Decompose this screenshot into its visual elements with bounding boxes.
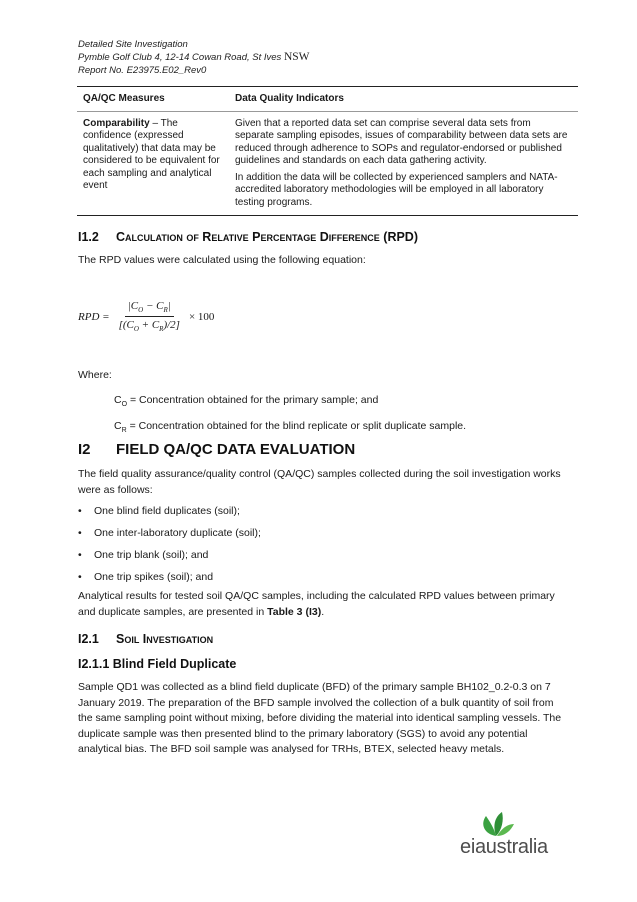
header-report-number: Report No. E23975.E02_Rev0 [78, 65, 207, 76]
header-report-type: Detailed Site Investigation [78, 39, 188, 50]
logo-wordmark: eiaustralia [460, 836, 548, 858]
section-heading-i2: I2 FIELD QA/QC DATA EVALUATION [78, 441, 356, 458]
header-site: Pymble Golf Club 4, 12-14 Cowan Road, St Ives NSW [78, 51, 310, 63]
table-header-measures: QA/QC Measures [77, 87, 229, 112]
where-label: Where: [78, 369, 112, 381]
table-reference: Table 3 (I3) [267, 605, 322, 618]
equation-denominator: $[(C_O + C_R)/2]$ [118, 319, 180, 334]
list-item: • One trip spikes (soil); and [78, 571, 214, 583]
equation-multiplier: × 100 [188, 310, 215, 323]
definition-cr: $C_R$ = Concentration obtained for the blind replicate or split duplicate sample. [114, 420, 467, 435]
equation-fraction [116, 300, 183, 333]
table-cell-indicator: Given that a reported data set can comprise several data sets from separate sampling episodes, issues of comparability between data sets are reduced through adherence to SOPs and regulator-endorsed or published guidelines and standards on each data gathering activity. In addition the data will be collected by experienced samplers and NATA-accredited laboratory methodologies will be employed in all laboratory testing programs. [229, 111, 578, 216]
definition-co: $C_O$ = Concentration obtained for the primary sample; and [114, 394, 379, 409]
document-header [78, 38, 310, 77]
qaqc-intro: The field quality assurance/quality control (QA/QC) samples collected during the soil investigation works were as follows: [78, 468, 561, 496]
section-heading-i1-2: I1.2 Calculation of Relative Percentage Difference (RPD) [78, 230, 418, 244]
list-item: • One trip blank (soil); and [78, 549, 209, 561]
list-item: • One inter-laboratory duplicate (soil); [78, 527, 261, 539]
qaqc-sample-list [78, 505, 261, 593]
table-header-indicators: Data Quality Indicators [229, 87, 578, 112]
table-header-row [77, 87, 578, 112]
eiaustralia-logo [460, 810, 564, 860]
leaf-logo-icon [476, 810, 516, 838]
section-heading-i2-1: I2.1 Soil Investigation [78, 632, 214, 646]
equation-lhs: RPD = [78, 310, 110, 323]
rpd-intro: The RPD values were calculated using the following equation: [78, 254, 366, 266]
section-heading-i2-1-1: I2.1.1 Blind Field Duplicate [78, 657, 237, 671]
qa-qc-table [77, 86, 578, 216]
list-item: • One blind field duplicates (soil); [78, 505, 240, 517]
equation-numerator: $|C_O - C_R|$ [125, 300, 174, 317]
results-paragraph: Analytical results for tested soil QA/QC samples, including the calculated RPD values between primary and duplicate samples, are presented in Table 3 (I3). [78, 590, 555, 618]
table-row [77, 111, 578, 216]
table-cell-measure: Comparability – The confidence (expressed qualitatively) that data may be considered to be equivalent for each sampling and analytical event [77, 111, 229, 216]
bfd-paragraph: Sample QD1 was collected as a blind field duplicate (BFD) of the primary sample BH102_0.2-0.3 on 7 January 2019. The preparation of the BFD sample involved the collection of a bulk quantity of soil from the same sampling point without mixing, before dividing the material into identical sampling vessels. The duplicate sample was then presented blind to the primary laboratory (SGS) to avoid any potential analytical bias. The BFD soil sample was analysed for TRHs, BTEX, selected heavy metals. [78, 681, 562, 755]
rpd-equation [78, 300, 214, 333]
